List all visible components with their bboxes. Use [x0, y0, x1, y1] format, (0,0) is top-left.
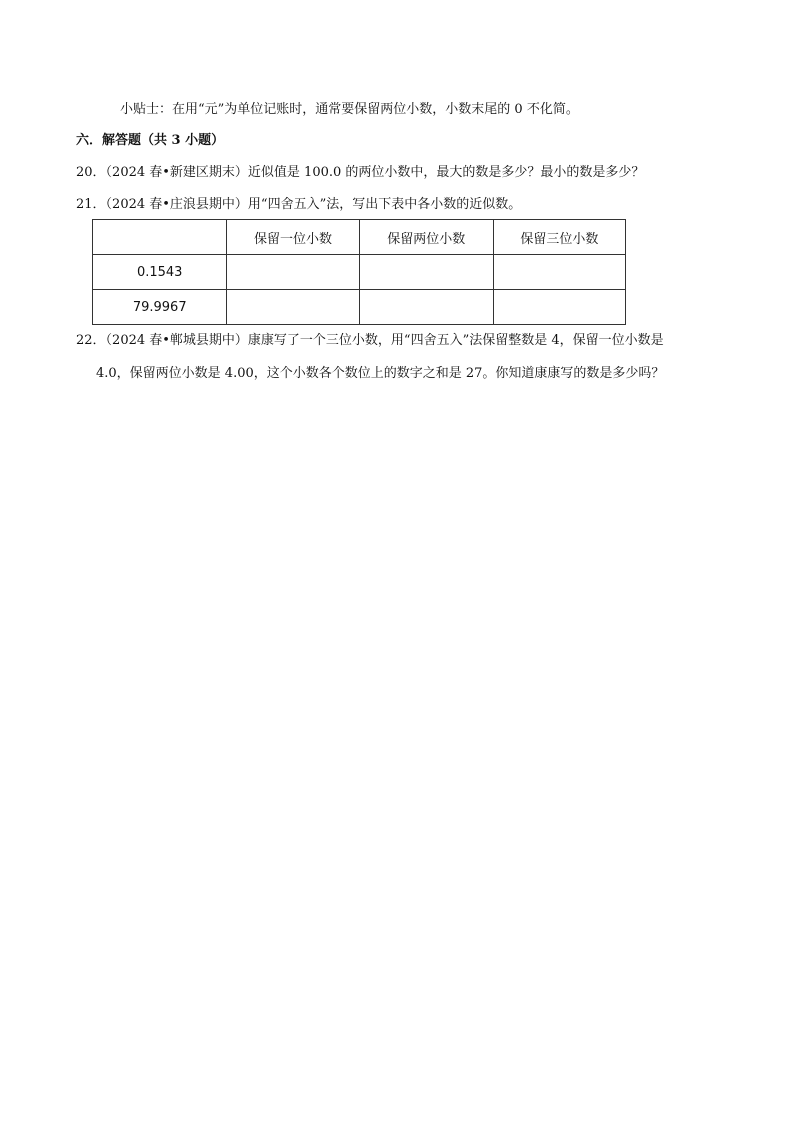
- table-header-cell: 保留三位小数: [493, 220, 625, 255]
- section-title: 六．解答题（共 3 小题）: [76, 133, 225, 148]
- tip-text: 小贴士：在用“元”为单位记账时，通常要保留两位小数，小数末尾的 0 不化简。: [120, 102, 579, 117]
- table-header-row: [93, 220, 626, 255]
- table-cell-answer[interactable]: [227, 255, 359, 290]
- table-cell-answer[interactable]: [493, 290, 625, 325]
- table-cell-number: 79.9967: [93, 290, 227, 325]
- table-cell-answer[interactable]: [493, 255, 625, 290]
- table-header-cell: 保留一位小数: [227, 220, 359, 255]
- table-row: [93, 290, 626, 325]
- table-header-cell: 保留两位小数: [359, 220, 493, 255]
- table-cell-answer[interactable]: [359, 255, 493, 290]
- table-cell-answer[interactable]: [359, 290, 493, 325]
- question-22-line-2: 4.0，保留两位小数是 4.00，这个小数各个数位上的数字之和是 27。你知道康康写的数是多少吗？: [96, 366, 665, 381]
- question-22-line-1: 22．（2024 春•郸城县期中）康康写了一个三位小数，用“四舍五入”法保留整数是 4，保留一位小数是: [76, 333, 664, 348]
- table-cell-number: 0.1543: [93, 255, 227, 290]
- table-header-cell: [93, 220, 227, 255]
- rounding-table: [92, 219, 626, 325]
- question-21: 21．（2024 春•庄浪县期中）用“四舍五入”法，写出下表中各小数的近似数。: [76, 197, 522, 212]
- question-20: 20．（2024 春•新建区期末）近似值是 100.0 的两位小数中，最大的数是多少？最小的数是多少？: [76, 165, 645, 180]
- table-row: [93, 255, 626, 290]
- table-cell-answer[interactable]: [227, 290, 359, 325]
